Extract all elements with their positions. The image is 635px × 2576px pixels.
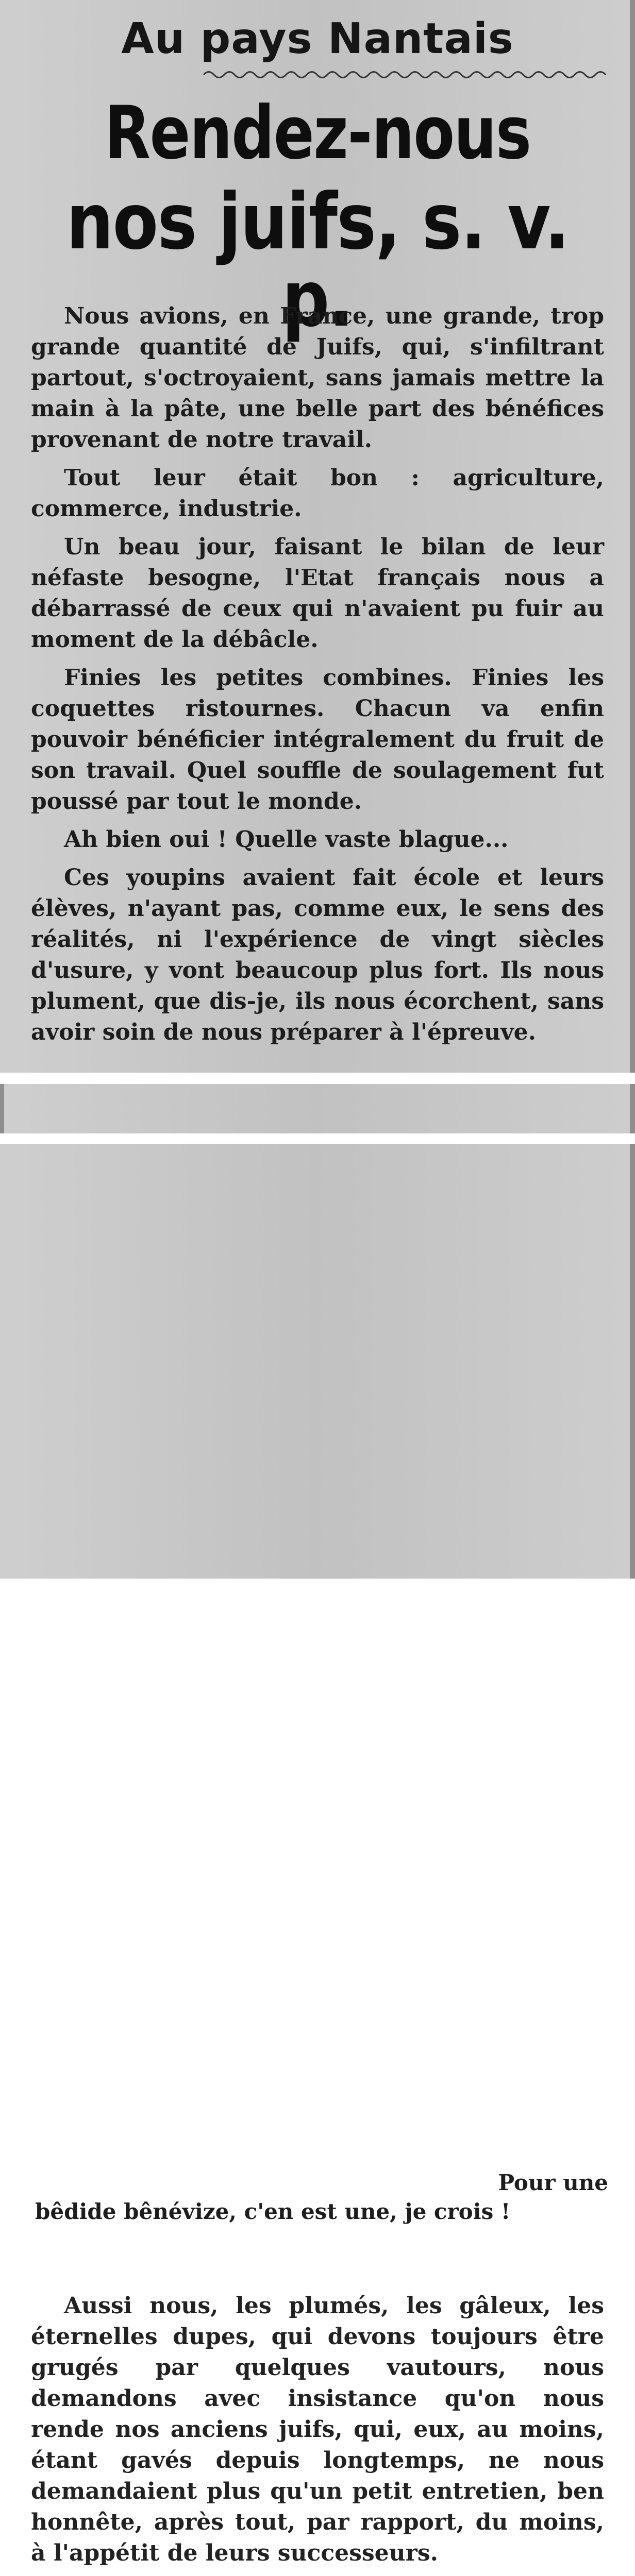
article-body (31, 301, 604, 1055)
paragraph: Tout leur était bon : agriculture, commerce, industrie. (31, 465, 604, 522)
paragraph: Aussi nous, les plumés, les gâleux, les éternelles dupes, qui devons toujours être grugés par quelques vautours, nous demandons avec insistance qu'on nous rende nos anciens juifs, qui, eux, au moins, étant gavés depuis longtemps, ne nous demandaient plus qu'un petit entretien, ben honnête, après tout, par rapport, du moins, à l'appétit de leurs successeurs. (31, 2293, 604, 2566)
article-body-continued (31, 2291, 604, 2576)
paragraph: Nous avions, en France, une grande, trop grande quantité de Juifs, qui, s'infiltrant partout, s'octroyaient, sans jamais mettre la main à la pâte, une belle part des bénéfices provenant de notre travail. (31, 303, 604, 453)
paragraph: Un beau jour, faisant le bilan de leur néfaste besogne, l'Etat français nous a débarrassé de ceux qui n'avaient pu fuir au moment de la débâcle. (31, 534, 604, 653)
section-kicker: Au pays Nantais (121, 14, 514, 63)
headline-line-1: Rendez-nous (104, 91, 531, 176)
article-clipping-top (0, 0, 635, 1073)
paragraph: Ah bien oui ! Quelle vaste blague... (64, 826, 509, 853)
quote-line-1: Pour une (498, 2170, 608, 2195)
quote-block (35, 2172, 608, 2230)
paragraph: Ces youpins avaient fait école et leurs élèves, n'ayant pas, comme eux, le sens des réalités, ni l'expérience de vingt siècles d'usure, y vont beaucoup plus fort. Ils nous plument, que dis-je, ils nous écorchent, sans avoir soin de nous préparer à l'épreuve. (31, 865, 604, 1045)
article-clipping-quote (0, 1084, 635, 2224)
paragraph: Finies les petites combines. Finies les coquettes ristournes. Chacun va enfin pouvoir bénéficier intégralement du fruit de son travail. Quel souffle de soulagement fut poussé par tout le monde. (31, 665, 604, 815)
wavy-rule (204, 68, 606, 81)
headline-line-2: nos juifs, s. v. p. (66, 177, 569, 344)
quote-line-2: bêdide bênévize, c'en est une, je crois ! (35, 2199, 511, 2224)
